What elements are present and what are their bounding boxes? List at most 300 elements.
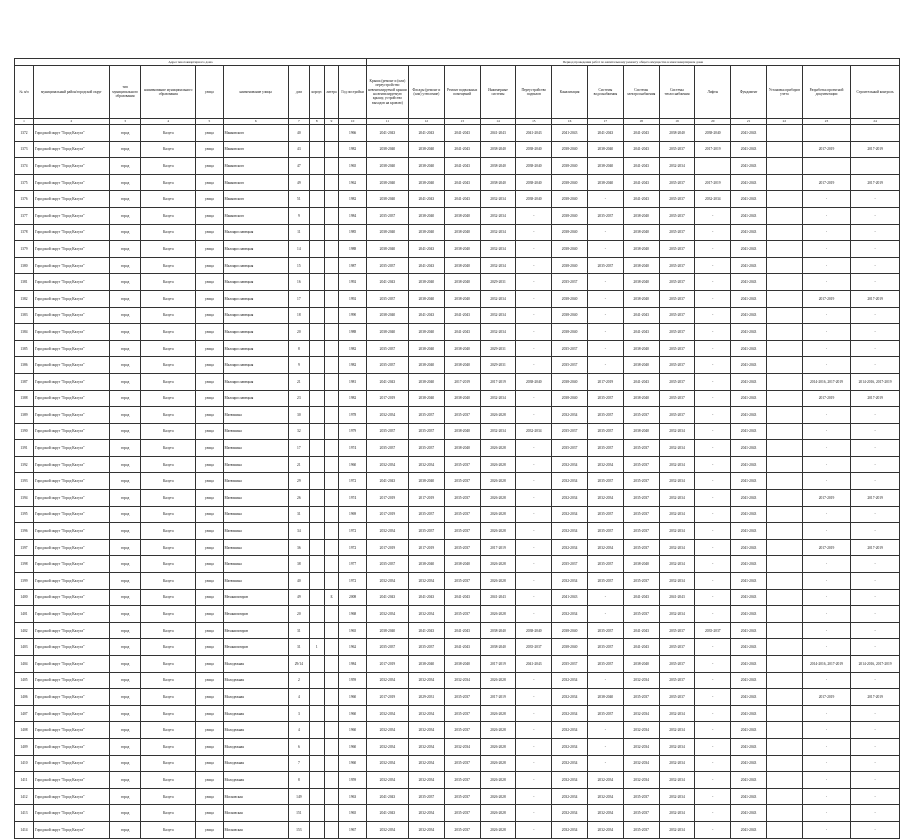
table-cell: 1978 [339, 407, 367, 424]
table-cell: 2041-2043 [731, 788, 767, 805]
table-cell: Городской округ "Город Калуга" [33, 606, 109, 623]
table-cell: 2038-2040 [444, 207, 480, 224]
table-cell: город [109, 158, 141, 175]
table-cell [324, 606, 339, 623]
table-cell: город [109, 423, 141, 440]
table-cell: 2032-2034 [366, 456, 408, 473]
table-cell: Городской округ "Город Калуга" [33, 556, 109, 573]
table-cell: 2017-2019 [480, 539, 516, 556]
table-cell [766, 207, 802, 224]
table-cell [324, 241, 339, 258]
table-cell: - [587, 274, 623, 291]
table-cell: 2038-2040 [552, 307, 588, 324]
table-cell [324, 373, 339, 390]
table-cell: город [109, 373, 141, 390]
table-cell: Молодежная [223, 656, 288, 673]
table-cell: Калуга [141, 174, 196, 191]
table-cell: - [851, 407, 900, 424]
table-cell: - [516, 440, 552, 457]
table-cell: Городской округ "Город Калуга" [33, 722, 109, 739]
table-cell: Городской округ "Город Калуга" [33, 274, 109, 291]
table-row [15, 274, 900, 291]
table-cell: город [109, 672, 141, 689]
table-cell: 1960 [339, 689, 367, 706]
table-cell [309, 805, 324, 822]
table-cell: - [851, 639, 900, 656]
table-cell: Калуга [141, 224, 196, 241]
table-cell: - [516, 672, 552, 689]
table-cell: 2035-2037 [409, 423, 445, 440]
table-cell: 1960 [339, 755, 367, 772]
table-cell: Калуга [141, 490, 196, 507]
table-cell: 1965 [339, 805, 367, 822]
table-cell [766, 805, 802, 822]
table-cell: 2038-2040 [409, 174, 445, 191]
table-cell: 40 [288, 125, 309, 142]
table-cell: Механизаторов [223, 622, 288, 639]
table-cell: Калуга [141, 556, 196, 573]
table-cell: 2026-2028 [480, 407, 516, 424]
table-cell: Механизаторов [223, 589, 288, 606]
table-row [15, 539, 900, 556]
table-cell: 2041-2043 [366, 373, 408, 390]
table-cell [324, 705, 339, 722]
table-cell [324, 573, 339, 590]
table-cell: улица [196, 440, 223, 457]
table-cell: - [516, 523, 552, 540]
table-cell: 2038-2040 [552, 639, 588, 656]
table-cell: улица [196, 324, 223, 341]
table-cell [766, 622, 802, 639]
table-cell [324, 821, 339, 838]
table-cell: 2035-2037 [623, 821, 659, 838]
table-cell: 1407 [15, 705, 34, 722]
column-header: корпус [309, 66, 324, 119]
table-cell [766, 539, 802, 556]
table-cell: 1414 [15, 821, 34, 838]
table-cell: 2035-2037 [659, 689, 695, 706]
table-cell [324, 407, 339, 424]
table-cell [309, 672, 324, 689]
table-cell: 2026-2028 [480, 705, 516, 722]
table-cell [309, 373, 324, 390]
table-cell [766, 440, 802, 457]
column-header: наименование улицы [223, 66, 288, 119]
table-cell [324, 224, 339, 241]
table-cell: 1401 [15, 606, 34, 623]
table-cell: 2017-2019 [851, 490, 900, 507]
table-cell: 2038-2040 [409, 290, 445, 307]
table-cell: 2029-2031 [480, 274, 516, 291]
table-cell: - [802, 423, 850, 440]
table-cell: Городской округ "Город Калуга" [33, 174, 109, 191]
table-cell: 2041-2043 [731, 224, 767, 241]
table-cell: - [802, 274, 850, 291]
table-cell: 2041-2043 [409, 307, 445, 324]
table-cell: 2038-2040 [366, 224, 408, 241]
table-cell: 2035-2037 [623, 606, 659, 623]
table-cell: 2032-2034 [659, 539, 695, 556]
table-cell: - [695, 772, 731, 789]
table-cell: 3 [288, 705, 309, 722]
table-cell: 2041-2043 [731, 174, 767, 191]
table-cell: 2038-2040 [623, 241, 659, 258]
table-cell: - [851, 207, 900, 224]
table-cell: 2035-2037 [409, 506, 445, 523]
table-cell: 51 [288, 191, 309, 208]
table-cell: - [695, 473, 731, 490]
table-cell: - [695, 722, 731, 739]
table-cell: 2032-2034 [480, 257, 516, 274]
table-cell: - [695, 539, 731, 556]
table-cell: 2041-2043 [731, 207, 767, 224]
table-cell: 1972 [339, 523, 367, 540]
table-cell: 2035-2037 [587, 506, 623, 523]
table-cell: 2032-2034 [552, 573, 588, 590]
table-cell: - [802, 556, 850, 573]
table-cell [766, 456, 802, 473]
table-cell: улица [196, 755, 223, 772]
table-cell: 2035-2037 [623, 473, 659, 490]
table-row [15, 407, 900, 424]
column-number: 19 [659, 119, 695, 125]
table-cell: - [516, 224, 552, 241]
table-cell [309, 772, 324, 789]
table-cell [324, 523, 339, 540]
table-cell: 2032-2034 [366, 821, 408, 838]
table-cell: улица [196, 241, 223, 258]
table-cell [766, 473, 802, 490]
table-cell: 2035-2037 [444, 821, 480, 838]
table-cell: Калуга [141, 606, 196, 623]
table-cell: - [695, 506, 731, 523]
column-header: Крыша (ремонт и (или) переустройство невентилируемой крыши на вентилируемую крышу, устройство выходов на кровлю) [366, 66, 408, 119]
table-cell: 2017-2019 [802, 689, 850, 706]
table-cell: 1380 [15, 257, 34, 274]
table-cell: 1410 [15, 755, 34, 772]
table-cell: 2041-2043 [444, 141, 480, 158]
table-cell: 1962 [339, 174, 367, 191]
table-cell: 2038-2040 [409, 324, 445, 341]
table-cell [324, 622, 339, 639]
table-cell: улица [196, 390, 223, 407]
table-cell: 2038-2040 [366, 174, 408, 191]
table-cell: 2008 [339, 589, 367, 606]
table-cell: 2035-2037 [587, 390, 623, 407]
table-cell: Молодежная [223, 722, 288, 739]
table-cell: Матюшина [223, 490, 288, 507]
table-cell [309, 788, 324, 805]
table-cell: улица [196, 373, 223, 390]
table-cell: - [695, 788, 731, 805]
table-cell: 2017-2019 [480, 373, 516, 390]
table-cell: 2035-2037 [444, 523, 480, 540]
table-cell: - [851, 456, 900, 473]
table-cell: 2041-2043 [623, 174, 659, 191]
table-cell: улица [196, 423, 223, 440]
table-cell [766, 639, 802, 656]
table-cell: 2032-2034 [366, 407, 408, 424]
table-cell: Городской округ "Город Калуга" [33, 539, 109, 556]
table-cell [309, 324, 324, 341]
table-cell: город [109, 506, 141, 523]
table-cell: улица [196, 340, 223, 357]
table-cell: 2038-2040 [444, 357, 480, 374]
table-cell [324, 158, 339, 175]
table-cell: 2035-2037 [409, 440, 445, 457]
table-cell: 2041-2043 [731, 639, 767, 656]
table-cell: 2035-2037 [444, 755, 480, 772]
table-cell: 38 [288, 556, 309, 573]
table-cell: 2038-2040 [366, 158, 408, 175]
table-cell: Городской округ "Город Калуга" [33, 639, 109, 656]
table-cell: Городской округ "Город Калуга" [33, 241, 109, 258]
table-cell: Калуга [141, 207, 196, 224]
table-cell: 2035-2037 [659, 324, 695, 341]
table-cell: 2038-2040 [516, 191, 552, 208]
table-cell: - [516, 357, 552, 374]
table-cell: 1959 [339, 672, 367, 689]
table-cell: 2035-2037 [623, 506, 659, 523]
column-header: Ремонт подвальных помещений [444, 66, 480, 119]
table-cell [309, 506, 324, 523]
table-cell: 2041-2043 [623, 125, 659, 142]
table-cell: 2032-2034 [480, 290, 516, 307]
table-cell: Московская [223, 821, 288, 838]
table-row [15, 440, 900, 457]
table-cell: 2032-2034 [623, 705, 659, 722]
table-cell: 1982 [339, 390, 367, 407]
table-cell [309, 689, 324, 706]
table-cell: 2041-2043 [444, 324, 480, 341]
table-cell: - [695, 805, 731, 822]
table-cell: 2041-2043 [623, 324, 659, 341]
table-cell: Малоярославецкая [223, 373, 288, 390]
table-cell: улица [196, 556, 223, 573]
table-cell: 2041-2043 [731, 141, 767, 158]
table-cell: 2035-2037 [552, 357, 588, 374]
table-cell: 2038-2040 [516, 373, 552, 390]
column-header: Строительный контроль [851, 66, 900, 119]
table-cell: - [516, 689, 552, 706]
table-cell: 2032-2034 [552, 821, 588, 838]
table-cell: 2035-2037 [409, 788, 445, 805]
table-cell: 2032-2034 [587, 539, 623, 556]
table-cell: 2038-2040 [552, 290, 588, 307]
table-cell: - [851, 805, 900, 822]
table-cell: 2035-2037 [587, 622, 623, 639]
table-cell: 2032-2034 [409, 573, 445, 590]
table-cell: - [587, 340, 623, 357]
table-cell: - [516, 473, 552, 490]
table-cell: улица [196, 158, 223, 175]
table-cell: 14 [288, 241, 309, 258]
table-cell: город [109, 689, 141, 706]
table-cell: город [109, 656, 141, 673]
table-cell: Калуга [141, 290, 196, 307]
table-cell: 2032-2034 [366, 705, 408, 722]
table-cell: Малоярославецкая [223, 324, 288, 341]
table-cell: - [851, 573, 900, 590]
column-number: 8 [309, 119, 324, 125]
table-cell: 2017-2019 [366, 539, 408, 556]
table-cell [766, 290, 802, 307]
table-cell: город [109, 207, 141, 224]
table-cell: Городской округ "Город Калуга" [33, 224, 109, 241]
table-cell: - [851, 357, 900, 374]
table-cell: 2041-2043 [731, 539, 767, 556]
table-cell: 31 [288, 506, 309, 523]
table-cell [309, 174, 324, 191]
table-cell: 21 [288, 373, 309, 390]
table-cell: город [109, 340, 141, 357]
table-cell: 2041-2043 [731, 473, 767, 490]
table-cell: 1378 [15, 224, 34, 241]
table-cell: Городской округ "Город Калуга" [33, 324, 109, 341]
table-cell: Городской округ "Город Калуга" [33, 373, 109, 390]
table-cell [309, 490, 324, 507]
table-cell: город [109, 224, 141, 241]
table-cell: Городской округ "Город Калуга" [33, 672, 109, 689]
table-cell: 2038-2040 [409, 390, 445, 407]
table-cell: 1982 [339, 141, 367, 158]
table-cell: 2038-2040 [552, 141, 588, 158]
table-cell: 2032-2034 [552, 456, 588, 473]
table-cell: - [695, 357, 731, 374]
table-cell: 2026-2028 [480, 738, 516, 755]
table-cell: - [516, 274, 552, 291]
table-cell [324, 788, 339, 805]
table-cell: город [109, 473, 141, 490]
table-cell: 2032-2034 [552, 407, 588, 424]
table-cell: 1386 [15, 357, 34, 374]
table-cell [309, 340, 324, 357]
table-cell: Городской округ "Город Калуга" [33, 340, 109, 357]
table-cell: Маяковского [223, 158, 288, 175]
table-cell: 2032-2034 [366, 738, 408, 755]
table-cell: Молодежная [223, 705, 288, 722]
table-cell: улица [196, 656, 223, 673]
table-cell: Маяковского [223, 174, 288, 191]
table-cell: 2038-2040 [366, 622, 408, 639]
table-cell: Московская [223, 805, 288, 822]
table-cell: - [587, 738, 623, 755]
table-cell: 2032-2034 [552, 722, 588, 739]
table-cell: 2035-2037 [587, 556, 623, 573]
table-cell: Калуга [141, 639, 196, 656]
table-cell: 1969 [339, 506, 367, 523]
table-cell [309, 390, 324, 407]
table-cell: 2035-2037 [444, 606, 480, 623]
table-cell [324, 805, 339, 822]
table-cell: 2041-2043 [731, 622, 767, 639]
table-cell: город [109, 523, 141, 540]
table-cell: - [587, 191, 623, 208]
table-cell: 2041-2043 [552, 589, 588, 606]
table-cell: 2032-2034 [659, 705, 695, 722]
table-cell: 2032-2034 [659, 606, 695, 623]
table-cell [766, 490, 802, 507]
table-cell [324, 141, 339, 158]
table-cell: 18 [288, 307, 309, 324]
table-cell [309, 423, 324, 440]
table-cell: город [109, 573, 141, 590]
table-cell: 2038-2040 [480, 158, 516, 175]
table-cell: 2032-2034 [480, 224, 516, 241]
column-number: 10 [339, 119, 367, 125]
table-cell [309, 125, 324, 142]
table-cell: город [109, 290, 141, 307]
table-cell: - [695, 821, 731, 838]
table-cell: 1405 [15, 672, 34, 689]
table-cell: Молодежная [223, 672, 288, 689]
table-cell: - [851, 788, 900, 805]
column-number: 21 [731, 119, 767, 125]
table-cell [309, 241, 324, 258]
table-cell: 2032-2034 [409, 722, 445, 739]
table-cell: улица [196, 307, 223, 324]
table-cell: - [695, 307, 731, 324]
table-cell: 2035-2037 [623, 456, 659, 473]
table-cell: Матюшина [223, 423, 288, 440]
table-cell [851, 158, 900, 175]
table-cell: улица [196, 821, 223, 838]
table-cell: 2038-2040 [409, 141, 445, 158]
table-cell [324, 390, 339, 407]
table-cell: улица [196, 705, 223, 722]
table-cell: 1965 [339, 622, 367, 639]
table-cell: 2032-2034 [659, 440, 695, 457]
table-row [15, 390, 900, 407]
table-cell: Калуга [141, 125, 196, 142]
table-cell: 2032-2034 [659, 556, 695, 573]
table-cell [766, 772, 802, 789]
table-cell: Калуга [141, 705, 196, 722]
table-cell: - [851, 772, 900, 789]
table-cell: улица [196, 357, 223, 374]
table-cell: Маяковского [223, 125, 288, 142]
table-row [15, 307, 900, 324]
table-cell: город [109, 407, 141, 424]
table-cell: 2041-2043 [731, 241, 767, 258]
table-cell: 2038-2040 [623, 224, 659, 241]
table-cell: улица [196, 456, 223, 473]
table-cell: Калуга [141, 473, 196, 490]
table-cell [309, 257, 324, 274]
table-cell: 2032-2034 [409, 705, 445, 722]
table-cell [766, 705, 802, 722]
table-cell: 1389 [15, 407, 34, 424]
column-number: 6 [223, 119, 288, 125]
table-cell: Городской округ "Город Калуга" [33, 656, 109, 673]
table-cell: 2032-2034 [659, 490, 695, 507]
column-header: Фасады (ремонт и (или) утепление) [409, 66, 445, 119]
table-cell: 2026-2028 [480, 722, 516, 739]
table-cell: - [695, 407, 731, 424]
table-cell: 2038-2040 [409, 224, 445, 241]
table-cell: - [516, 324, 552, 341]
table-cell: Калуга [141, 689, 196, 706]
table-cell: 2032-2034 [552, 539, 588, 556]
table-cell: 26 [288, 490, 309, 507]
table-cell: - [695, 423, 731, 440]
table-cell: 2032-2034 [366, 755, 408, 772]
table-cell: - [516, 241, 552, 258]
table-cell: Калуга [141, 506, 196, 523]
table-cell: 2041-2043 [731, 689, 767, 706]
table-cell: 2032-2034 [409, 755, 445, 772]
table-cell: - [516, 539, 552, 556]
